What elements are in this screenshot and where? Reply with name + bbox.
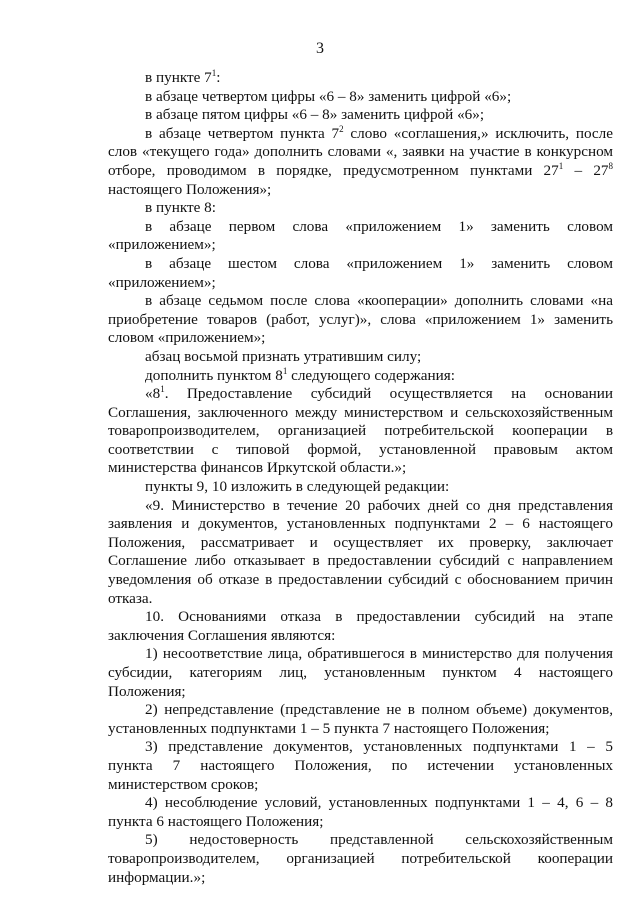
paragraph: в абзаце шестом слова «приложением 1» заменить словом «приложением»; — [108, 254, 613, 291]
paragraph: 4) несоблюдение условий, установленных подпунктами 1 – 4, 6 – 8 пункта 6 настоящего Положения; — [108, 794, 613, 830]
paragraph: 2) непредставление (представление не в полном объеме) документов, установленных подпунктами 1 – 5 пункта 7 настоящего Положения; — [108, 701, 613, 737]
page-number: 3 — [316, 40, 324, 57]
paragraph: абзац восьмой признать утратившим силу; — [145, 347, 422, 365]
paragraph: «9. Министерство в течение 20 рабочих дней со дня представления заявления и документов, установленных подпунктами 2 – 6 настоящего Положения, рассматривает и осуществляет их проверку, заключает Соглашение либо отказывает в предоставлении субсидий с направлением уведомления об отказе в предоставлении субсидий с обоснованием причин отказа. — [108, 496, 613, 607]
paragraph: в абзаце четвертом цифры «6 – 8» заменить цифрой «6»; — [145, 87, 512, 105]
paragraph: в абзаце первом слова «приложением 1» заменить словом «приложением»; — [108, 217, 613, 254]
paragraph: в абзаце пятом цифры «6 – 8» заменить цифрой «6»; — [145, 106, 485, 124]
paragraph: в абзаце четвертом пункта $7^2$ слово «соглашения,» исключить, после слов «текущего года» дополнить словами «, заявки на участие в конкурсном отборе, проводимом в порядке, предусмотренном пунктами $27^1 - 27^8$ настоящего Положения»; — [108, 123, 614, 198]
paragraph: 3) представление документов, установленных подпунктами 1 – 5 пункта 7 настоящего Положения, по истечении установленных министерством сроков; — [108, 738, 613, 793]
paragraph: 10. Основаниями отказа в предоставлении субсидий на этапе заключения Соглашения являются: — [108, 608, 613, 644]
paragraph: в пункте 8: — [145, 199, 216, 217]
paragraph: дополнить пунктом $8^1$ следующего содержания: — [145, 365, 455, 384]
paragraph: пункты 9, 10 изложить в следующей редакции: — [145, 478, 450, 496]
paragraph: 5) недостоверность представленной сельскохозяйственным товаропроизводителем, организацией потребительской кооперации информации.»; — [108, 831, 613, 886]
paragraph: «$8^1$. Предоставление субсидий осуществляется на основании Соглашения, заключенного между министерством и сельскохозяйственным товаропроизводителем, организацией потребительской кооперации в соответствии с типовой формой, установленной правовым актом министерства финансов Иркутской области.»; — [108, 384, 613, 477]
paragraph: в абзаце седьмом после слова «кооперации» дополнить словами «на приобретение товаров (работ, услуг)», слова «приложением 1» заменить словом «приложением»; — [108, 292, 613, 347]
paragraph: 1) несоответствие лица, обратившегося в министерство для получения субсидии, категориям лиц, установленным пунктом 4 настоящего Положения; — [108, 645, 613, 700]
document-body — [108, 69, 613, 887]
paragraph: в пункте $7^1$: — [145, 68, 221, 86]
